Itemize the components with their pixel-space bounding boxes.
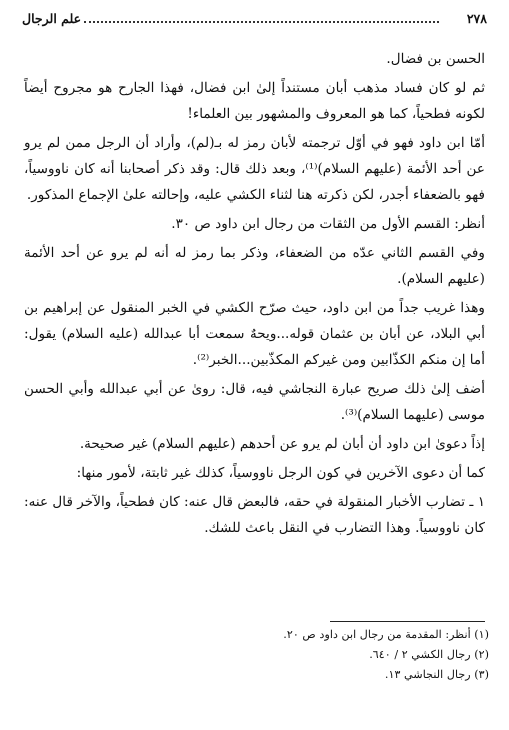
paragraph: وهذا غريب جداً من ابن داود، حيث صرّح الكشي في الخبر المنقول عن إبراهيم بن أبي البلاد، عن أبان بن عثمان قوله...ويحهٌ سمعت أبا عبدالله (عليه السلام) يقول: أما إن منكم الكذّابين ومن غيركم المكذّبين...الخبر⁽²⁾. [24,300,485,368]
main-text [24,46,485,544]
footnote: (١) أنظر: المقدمة من رجال ابن داود ص ٢٠. [283,628,489,641]
footnote: (٣) رجال النجاشي ١٣. [384,668,489,681]
paragraph: أضف إلىٰ ذلك صريح عبارة النجاشي فيه، قال: روىٰ عن أبي عبدالله وأبي الحسن موسى (عليهما السلام)⁽³⁾. [24,381,485,423]
paragraph: كما أن دعوى الآخرين في كون الرجل ناووسياً، كذلك غير ثابتة، لأمور منها: [76,465,485,481]
paragraph: وفي القسم الثاني عدّه من الضعفاء، وذكر بما رمز له أنه لم يرو عن أحد الأئمة (عليهم السلام). [24,245,485,287]
footnotes [24,625,489,685]
footnote: (٢) رجال الكشي ٢ / ٦٤٠. [369,648,489,661]
paragraph: إذاً دعوىٰ ابن داود أن أبان لم يرو عن أحدهم (عليهم السلام) غير صحيحة. [79,436,485,452]
page-number: ٢٧٨ [466,11,487,26]
paragraph: ١ ـ تضارب الأخبار المنقولة في حقه، فالبعض قال عنه: كان فطحياً، والآخر قال عنه: كان ناووسياً. وهذا التضارب في النقل باعث للشك. [24,494,485,536]
paragraph: ثم لو كان فساد مذهب أبان مستنداً إلىٰ ابن فضال، فهذا الجارح هو مجروح أيضاً لكونه فطحياً، كما هو المعروف والمشهور بين العلماء! [24,80,485,122]
paragraph: أنظر: القسم الأول من الثقات من رجال ابن داود ص ٣٠. [171,216,485,232]
paragraph: أمّا ابن داود فهو في أوّل ترجمته لأبان رمز له بـ(لم)، وأراد أن الرجل ممن لم يرو عن أحد الأئمة (عليهم السلام)⁽¹⁾، وبعد ذلك قال: وقد ذكر أصحابنا أنه كان ناووسياً، فهو بالضعفاء أجدر، لكن ذكرته هنا لثناء الكشي عليه، وإحالته علىٰ الإجماع المذكور. [24,135,485,203]
running-title: علم الرجال [22,11,82,26]
footnote-separator [330,621,485,622]
paragraph: الحسن بن فضال. [386,51,485,67]
header-dot-leader [84,15,439,23]
running-header [22,8,487,30]
